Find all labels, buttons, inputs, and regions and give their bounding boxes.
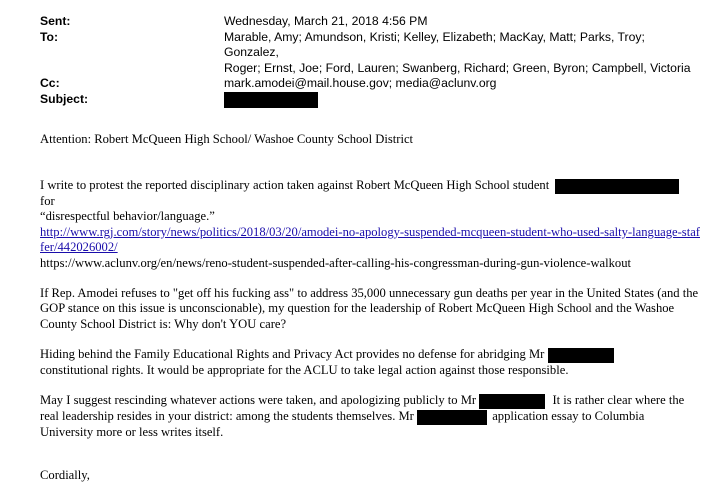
name-redaction-2 (548, 348, 614, 363)
to-line-2: Roger; Ernst, Joe; Ford, Lauren; Swanberg, Richard; Green, Byron; Campbell, Victoria (224, 60, 691, 75)
aclu-article-link: https://www.aclunv.org/en/news/reno-student-suspended-after-calling-his-congressman-during-gun-violence-walkout (40, 255, 632, 270)
p4-text-a: May I suggest rescinding whatever actions were taken, and apologizing publicly to Mr (40, 393, 477, 408)
name-redaction-3 (479, 394, 545, 409)
closing: Cordially, (40, 467, 90, 482)
p1-text-a: I write to protest the reported disciplinary action taken against Robert McQueen High School student (40, 178, 550, 193)
subject-label: Subject: (40, 91, 89, 106)
subject-redaction (224, 92, 318, 108)
sent-row (40, 14, 700, 30)
paragraph-2: If Rep. Amodei refuses to "get off his fucking ass" to address 35,000 unnecessary gun deaths per year in the United States (and the GOP stance on this issue is unconscionable), my question for the leadership of Robert McQueen High School and the Washoe County School District is: Why don't YOU care? (40, 286, 699, 331)
to-row (40, 30, 700, 77)
cc-value: mark.amodei@mail.house.gov; media@aclunv.org (224, 76, 497, 91)
p3-text-b: constitutional rights. It would be appropriate for the ACLU to take legal action against those responsible. (40, 362, 569, 377)
to-value (224, 30, 700, 77)
email-body (40, 132, 700, 498)
p3-text-a: Hiding behind the Family Educational Rights and Privacy Act provides no defense for abridging Mr (40, 347, 545, 362)
sent-label: Sent: (40, 14, 71, 28)
attention-line: Attention: Robert McQueen High School/ Washoe County School District (40, 132, 414, 146)
cc-row (40, 76, 700, 92)
p1-text-c: “disrespectful behavior/language.” (40, 209, 215, 224)
to-line-1: Marable, Amy; Amundson, Kristi; Kelley, Elizabeth; MacKay, Matt; Parks, Troy; Gonzalez, (224, 29, 645, 60)
cc-label: Cc: (40, 76, 60, 91)
to-label: To: (40, 29, 59, 44)
paragraph-1 (40, 178, 700, 271)
student-name-redaction (555, 179, 679, 194)
paragraph-4 (40, 393, 700, 440)
p4-text-b: It is rather clear where the real leadership resides in your district: among the students themselves. Mr (40, 393, 685, 423)
p4-text-c: application essay to Columbia University more or less writes itself. (40, 408, 645, 439)
name-redaction-4 (417, 410, 487, 425)
email-header (40, 14, 700, 108)
rgj-article-link[interactable]: http://www.rgj.com/story/news/politics/2018/03/20/amodei-no-apology-suspended-mcqueen-student-who-used-salty-language-staffer/442026002/ (40, 224, 700, 255)
subject-row (40, 92, 700, 108)
p1-text-b: for (40, 194, 55, 209)
sent-value: Wednesday, March 21, 2018 4:56 PM (224, 14, 428, 28)
paragraph-3 (40, 347, 700, 378)
